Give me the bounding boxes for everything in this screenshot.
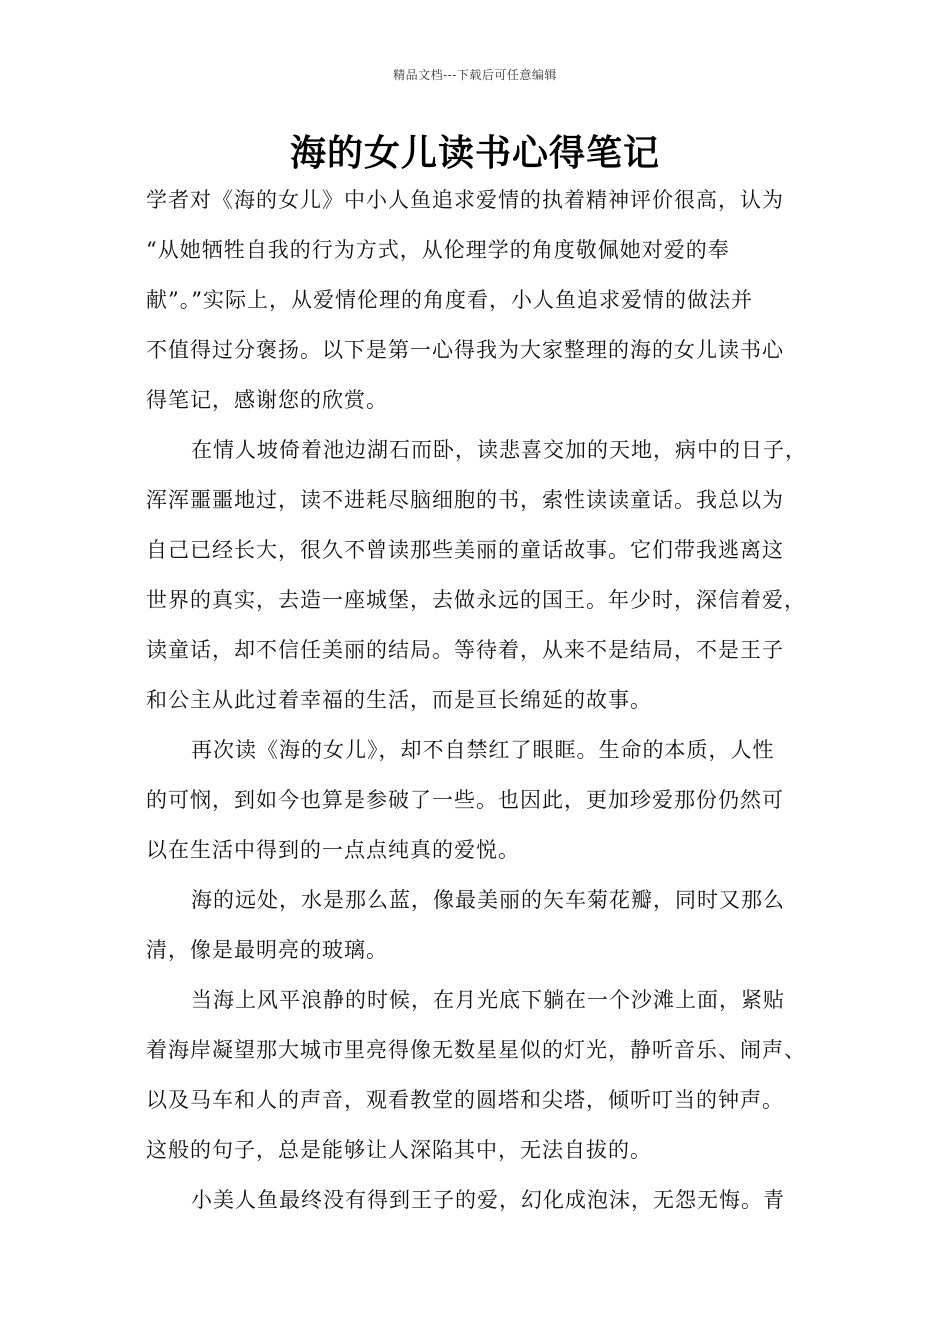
text-line: 海的远处，水是那么蓝，像最美丽的矢车菊花瓣，同时又那么 bbox=[191, 888, 785, 912]
text-line: “从她牺牲自我的行为方式，从伦理学的角度敬佩她对爱的奉 bbox=[146, 238, 730, 262]
document-title: 海的女儿读书心得笔记 bbox=[289, 133, 660, 174]
text-line: 着海岸凝望那大城市里亮得像无数星星似的灯光，静听音乐、闹声、 bbox=[146, 1038, 806, 1062]
text-line: 小美人鱼最终没有得到王子的爱，幻化成泡沫，无怨无悔。青 bbox=[191, 1188, 785, 1212]
text-line: 自己已经长大，很久不曾读那些美丽的童话故事。它们带我逃离这 bbox=[146, 538, 784, 562]
text-line: 的可悯，到如今也算是参破了一些。也因此，更加珍爱那份仍然可 bbox=[146, 788, 784, 812]
text-line: 浑浑噩噩地过，读不进耗尽脑细胞的书，索性读读童话。我总以为 bbox=[146, 488, 784, 512]
text-line: 不值得过分褒扬。以下是第一心得我为大家整理的海的女儿读书心 bbox=[146, 338, 784, 362]
text-line: 再次读《海的女儿》，却不自禁红了眼眶。生命的本质，人性 bbox=[191, 738, 775, 762]
text-line: 以及马车和人的声音，观看教堂的圆塔和尖塔，倾听叮当的钟声。 bbox=[146, 1088, 784, 1112]
text-line: 得笔记，感谢您的欣赏。 bbox=[146, 388, 388, 412]
text-line: 学者对《海的女儿》中小人鱼追求爱情的执着精神评价很高，认为 bbox=[146, 188, 784, 212]
text-line: 读童话，却不信任美丽的结局。等待着，从来不是结局，不是王子 bbox=[146, 638, 784, 662]
document-body bbox=[146, 183, 836, 1233]
text-line: 世界的真实，去造一座城堡，去做永远的国王。年少时，深信着爱， bbox=[146, 588, 806, 612]
text-line: 和公主从此过着幸福的生活，而是亘长绵延的故事。 bbox=[146, 688, 652, 712]
page-header: 精品文档---下载后可任意编辑 bbox=[393, 68, 557, 82]
text-line: 这般的句子，总是能够让人深陷其中，无法自拔的。 bbox=[146, 1138, 652, 1162]
text-line: 在情人坡倚着池边湖石而卧，读悲喜交加的天地，病中的日子， bbox=[191, 438, 807, 462]
text-line: 当海上风平浪静的时候，在月光底下躺在一个沙滩上面，紧贴 bbox=[191, 988, 785, 1012]
text-line: 以在生活中得到的一点点纯真的爱悦。 bbox=[146, 838, 520, 862]
text-line: 清，像是最明亮的玻璃。 bbox=[146, 938, 388, 962]
text-line: 献”。”实际上，从爱情伦理的角度看，小人鱼追求爱情的做法并 bbox=[146, 288, 753, 312]
